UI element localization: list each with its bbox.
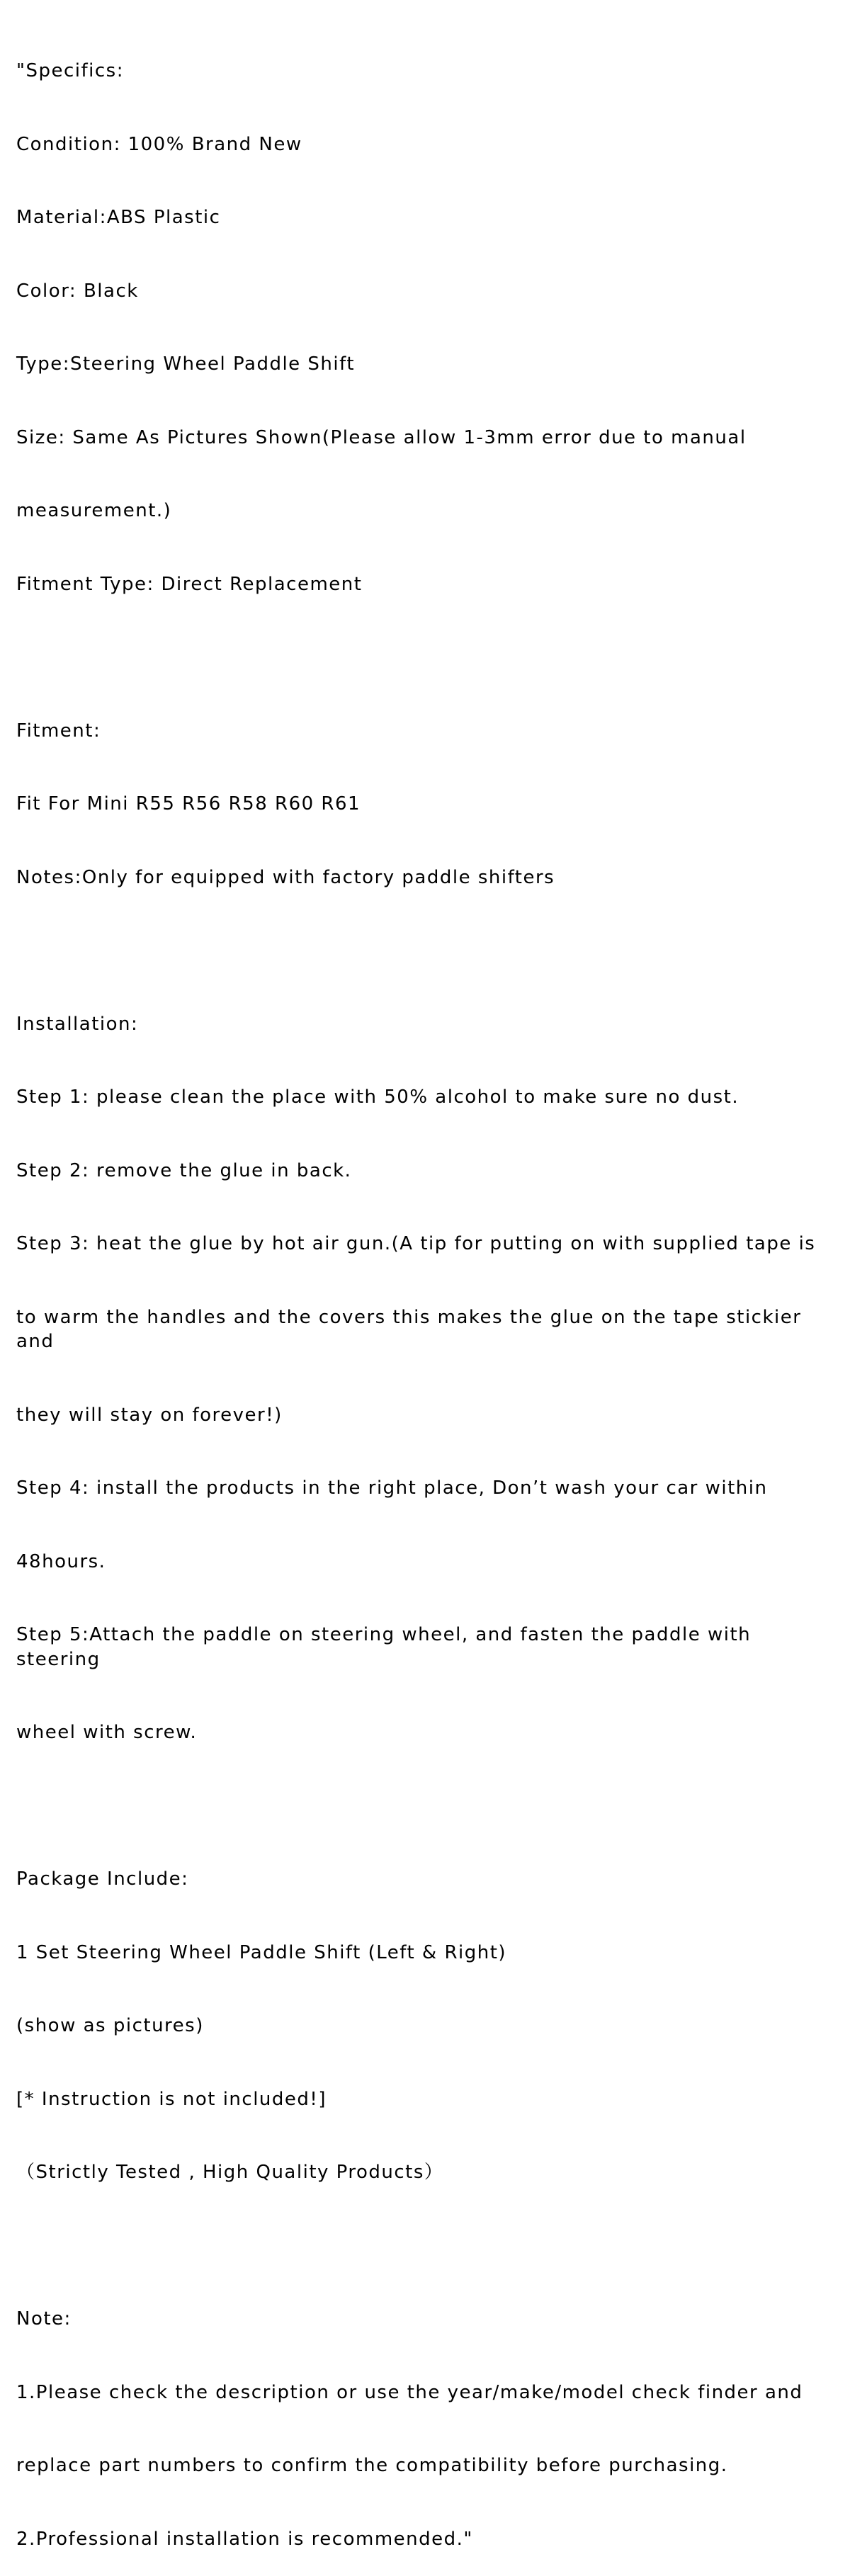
text-line: Fitment: (16, 720, 101, 742)
blank-line (16, 938, 842, 963)
text-line: Color: Black (16, 280, 139, 302)
text-line: Step 3: heat the glue by hot air gun.(A tip for putting on with supplied tape is (16, 1233, 816, 1254)
text-line: Step 4: install the products in the right place, Don’t wash your car within (16, 1477, 768, 1499)
text-line: Installation: (16, 1013, 139, 1035)
text-line: Step 1: please clean the place with 50% alcohol to make sure no dust. (16, 1086, 740, 1108)
text-line: "Specifics: (16, 60, 124, 81)
text-line: 48hours. (16, 1550, 106, 1572)
text-line: Step 2: remove the glue in back. (16, 1159, 352, 1181)
text-line: Size: Same As Pictures Shown(Please allow 1-3mm error due to manual (16, 426, 747, 448)
text-line: measurement.) (16, 500, 172, 521)
text-line: 1.Please check the description or use the year/make/model check finder and (16, 2381, 803, 2403)
blank-line (16, 2234, 842, 2259)
product-description (16, 10, 842, 2576)
text-line: to warm the handles and the covers this makes the glue on the tape stickier and (16, 1306, 809, 1352)
text-line: (show as pictures) (16, 2015, 204, 2036)
text-line: （Strictly Tested , High Quality Products） (16, 2162, 444, 2183)
text-line: Fitment Type: Direct Replacement (16, 573, 363, 595)
text-line: Type:Steering Wheel Paddle Shift (16, 353, 356, 375)
text-line: they will stay on forever!) (16, 1404, 283, 1426)
text-line: 1 Set Steering Wheel Paddle Shift (Left & Right) (16, 1941, 507, 1963)
text-line: [* Instruction is not included!] (16, 2088, 327, 2110)
text-line: replace part numbers to confirm the compatibility before purchasing. (16, 2455, 728, 2476)
text-line: wheel with screw. (16, 1722, 198, 1743)
blank-line (16, 645, 842, 670)
text-line: Fit For Mini R55 R56 R58 R60 R61 (16, 793, 361, 815)
text-line: Material:ABS Plastic (16, 207, 221, 228)
text-line: Note: (16, 2308, 72, 2330)
text-line: Notes:Only for equipped with factory paddle shifters (16, 866, 555, 888)
text-line: 2.Professional installation is recommended." (16, 2528, 473, 2550)
text-line: Condition: 100% Brand New (16, 133, 302, 155)
text-line: Step 5:Attach the paddle on steering wheel, and fasten the paddle with steering (16, 1624, 758, 1670)
text-line: Package Include: (16, 1868, 189, 1890)
blank-line (16, 1794, 842, 1819)
